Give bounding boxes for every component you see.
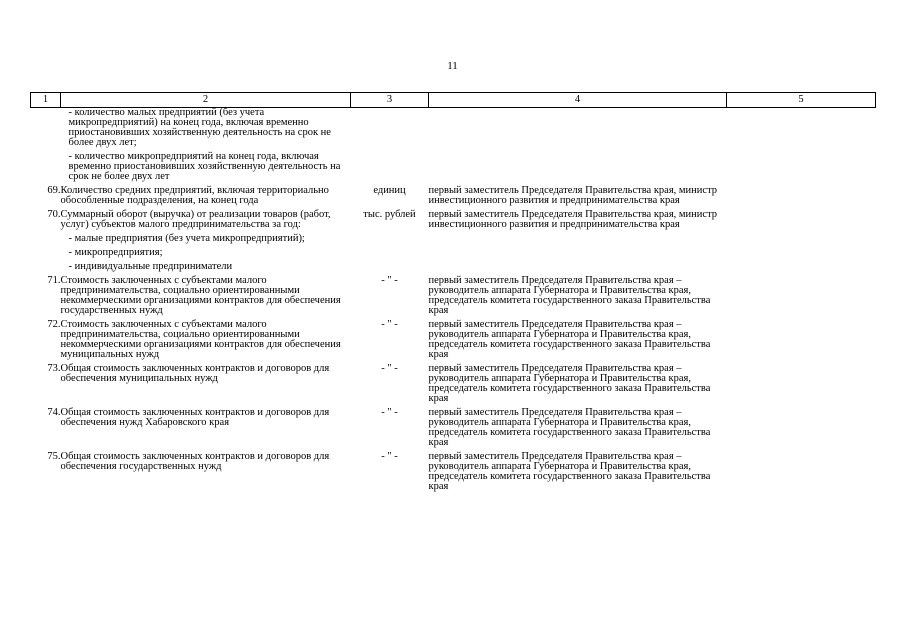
indicator-cell xyxy=(61,360,351,404)
indicator-text: Стоимость заключенных с субъектами малого предпринимательства, социально ориентированными некоммерческими организациями контрактов для обеспечения государственных нужд xyxy=(60,275,341,316)
row-number: 71. xyxy=(47,275,61,286)
column-5-cell xyxy=(727,108,876,183)
row-number: 73. xyxy=(47,363,61,374)
unit-cell: единиц xyxy=(373,185,406,196)
indicator-subitem: - количество микропредприятий на конец года, включая временно приостановивших хозяйственную деятельность на срок не более двух лет xyxy=(68,151,341,182)
indicator-subitem: - малые предприятия (без учета микропредприятий); xyxy=(68,233,305,244)
indicator-cell xyxy=(61,404,351,448)
table-body xyxy=(31,108,876,493)
unit-cell: - " - xyxy=(381,319,398,330)
indicator-subitem: - количество малых предприятий (без учета микропредприятий) на конец года, включая временно приостановивших хозяйственную деятельность на срок не более двух лет; xyxy=(68,107,331,148)
column-5-cell xyxy=(727,360,876,404)
indicator-subitem: - микропредприятия; xyxy=(68,247,163,258)
indicator-text: Общая стоимость заключенных контрактов и договоров для обеспечения нужд Хабаровского края xyxy=(60,407,330,428)
responsible-cell: первый заместитель Председателя Правительства края – руководитель аппарата Губернатора и Правительства края, председатель комитета государственного заказа Правительства края xyxy=(428,363,711,404)
table-row xyxy=(31,182,876,206)
column-5-cell xyxy=(727,206,876,272)
unit-cell: - " - xyxy=(381,275,398,286)
responsible-cell: первый заместитель Председателя Правительства края, министр инвестиционного развития и предпринимательства края xyxy=(428,209,718,230)
responsible-cell: первый заместитель Председателя Правительства края – руководитель аппарата Губернатора и Правительства края, председатель комитета государственного заказа Правительства края xyxy=(428,275,711,316)
row-number: 69. xyxy=(47,185,61,196)
responsible-cell: первый заместитель Председателя Правительства края – руководитель аппарата Губернатора и Правительства края, председатель комитета государственного заказа Правительства края xyxy=(428,451,711,492)
table-row xyxy=(31,404,876,448)
unit-cell: - " - xyxy=(381,407,398,418)
column-5-cell xyxy=(727,404,876,448)
column-5-cell xyxy=(727,272,876,316)
indicator-cell xyxy=(61,272,351,316)
table-row xyxy=(31,448,876,492)
indicator-subitem: - индивидуальные предприниматели xyxy=(68,261,233,272)
row-number: 74. xyxy=(47,407,61,418)
row-number xyxy=(31,108,61,183)
page-number: 11 xyxy=(447,60,458,72)
indicator-text: Общая стоимость заключенных контрактов и договоров для обеспечения муниципальных нужд xyxy=(60,363,330,384)
table-row xyxy=(31,272,876,316)
unit-cell: - " - xyxy=(381,363,398,374)
indicator-text: Стоимость заключенных с субъектами малого предпринимательства, социально ориентированными некоммерческими организациями контрактов для обеспечения муниципальных нужд xyxy=(60,319,341,360)
header-col-4: 4 xyxy=(429,93,727,108)
header-col-2: 2 xyxy=(61,93,351,108)
header-col-3: 3 xyxy=(351,93,429,108)
column-5-cell xyxy=(727,182,876,206)
responsible-cell xyxy=(429,108,727,183)
header-col-1: 1 xyxy=(31,93,61,108)
unit-cell xyxy=(351,108,429,183)
indicators-table xyxy=(30,92,876,492)
unit-cell: тыс. рублей xyxy=(363,209,416,220)
table-row xyxy=(31,360,876,404)
row-number: 70. xyxy=(47,209,61,220)
indicator-cell xyxy=(61,206,351,272)
indicator-cell xyxy=(61,182,351,206)
indicator-text: Количество средних предприятий, включая территориально обособленные подразделения, на конец года xyxy=(60,185,329,206)
table-row xyxy=(31,206,876,272)
header-col-5: 5 xyxy=(727,93,876,108)
table-row xyxy=(31,108,876,183)
responsible-cell: первый заместитель Председателя Правительства края – руководитель аппарата Губернатора и Правительства края, председатель комитета государственного заказа Правительства края xyxy=(428,407,711,448)
column-5-cell xyxy=(727,448,876,492)
table-row xyxy=(31,316,876,360)
table-header-row xyxy=(31,93,876,108)
indicator-text: Общая стоимость заключенных контрактов и договоров для обеспечения государственных нужд xyxy=(60,451,330,472)
responsible-cell: первый заместитель Председателя Правительства края, министр инвестиционного развития и предпринимательства края xyxy=(428,185,718,206)
unit-cell: - " - xyxy=(381,451,398,462)
responsible-cell: первый заместитель Председателя Правительства края – руководитель аппарата Губернатора и Правительства края, председатель комитета государственного заказа Правительства края xyxy=(428,319,711,360)
indicator-cell xyxy=(61,108,351,183)
row-number: 75. xyxy=(47,451,61,462)
row-number: 72. xyxy=(47,319,61,330)
indicator-cell xyxy=(61,448,351,492)
indicator-cell xyxy=(61,316,351,360)
indicator-text: Суммарный оборот (выручка) от реализации товаров (работ, услуг) субъектов малого предпринимательства за год: xyxy=(60,209,331,230)
column-5-cell xyxy=(727,316,876,360)
